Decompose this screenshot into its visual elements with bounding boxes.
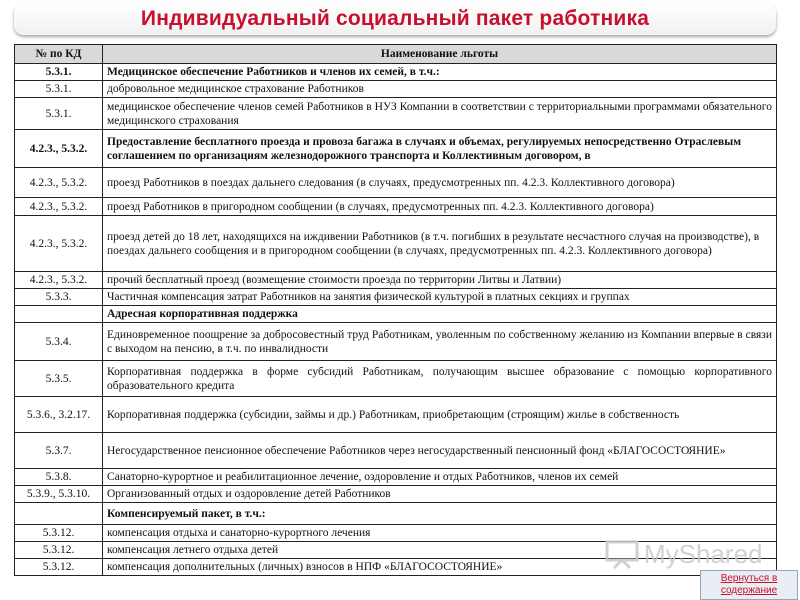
- row-number: [15, 503, 103, 525]
- back-to-contents-link[interactable]: Вернуться в содержание: [700, 570, 798, 600]
- row-text: медицинское обеспечение членов семей Работников в НУЗ Компании в соответствии с территориальными программами обязательного медицинского страхования: [103, 98, 777, 130]
- header-number: № по КД: [15, 45, 103, 64]
- row-text: проезд Работников в поездах дальнего следования (в случаях, предусмотренных пп. 4.2.3. Коллективного договора): [103, 168, 777, 198]
- row-number: 5.3.5.: [15, 361, 103, 397]
- section-title: Адресная корпоративная поддержка: [103, 306, 777, 323]
- row-text: компенсация дополнительных (личных) взносов в НПФ «БЛАГОСОСТОЯНИЕ»: [103, 559, 777, 576]
- row-text: Организованный отдых и оздоровление детей Работников: [103, 486, 777, 503]
- header-benefit-name: Наименование льготы: [103, 45, 777, 64]
- row-text: Медицинское обеспечение Работников и членов их семей, в т.ч.:: [103, 64, 777, 81]
- table-row: [15, 272, 777, 289]
- table-row: [15, 397, 777, 433]
- table-row: [15, 198, 777, 216]
- row-text: проезд детей до 18 лет, находящихся на иждивении Работников (в т.ч. погибших в результате несчастного случая на производстве), в поездах дальнего сообщения и в пригородном сообщении (в случаях, предусмотренных пп. 4.2.3. Коллективного договора): [103, 216, 777, 272]
- table-row: [15, 361, 777, 397]
- watermark-text: MyShared: [644, 538, 763, 569]
- table-row: [15, 323, 777, 361]
- row-text: Единовременное поощрение за добросовестный труд Работникам, уволенным по собственному желанию из Компании впервые в связи с выходом на пенсию, в т.ч. по инвалидности: [103, 323, 777, 361]
- table-row: [15, 130, 777, 168]
- row-number: 5.3.4.: [15, 323, 103, 361]
- table-row: [15, 81, 777, 98]
- section-title: Компенсируемый пакет, в т.ч.:: [103, 503, 777, 525]
- title-banner: [14, 3, 776, 35]
- row-number: 5.3.9., 5.3.10.: [15, 486, 103, 503]
- page-title: Индивидуальный социальный пакет работника: [140, 7, 650, 30]
- row-number: 4.2.3., 5.3.2.: [15, 130, 103, 168]
- row-number: 5.3.7.: [15, 433, 103, 469]
- section-row: [15, 306, 777, 323]
- row-text: Санаторно-курортное и реабилитационное лечение, оздоровление и отдых Работников, членов их семей: [103, 469, 777, 486]
- row-number: 5.3.8.: [15, 469, 103, 486]
- table-row: [15, 433, 777, 469]
- table-row: [15, 289, 777, 306]
- row-number: 5.3.12.: [15, 559, 103, 576]
- row-text: Предоставление бесплатного проезда и провоза багажа в случаях и объемах, регулируемых непосредственно Отраслевым соглашением по организациям железнодорожного транспорта и Коллективным договором, в: [103, 130, 777, 168]
- row-number: 4.2.3., 5.3.2.: [15, 216, 103, 272]
- table-row: [15, 216, 777, 272]
- row-number: 5.3.12.: [15, 525, 103, 542]
- row-text: добровольное медицинское страхование Работников: [103, 81, 777, 98]
- row-number: 4.2.3., 5.3.2.: [15, 198, 103, 216]
- row-number: 5.3.6., 3.2.17.: [15, 397, 103, 433]
- row-number: 5.3.12.: [15, 542, 103, 559]
- section-row: [15, 503, 777, 525]
- row-number: 5.3.3.: [15, 289, 103, 306]
- benefits-table-wrapper: [14, 44, 776, 576]
- row-text: компенсация летнего отдыха детей: [103, 542, 777, 559]
- presentation-board-icon: [604, 539, 640, 569]
- row-number: 5.3.1.: [15, 98, 103, 130]
- table-row: [15, 469, 777, 486]
- benefits-table: [14, 44, 777, 576]
- table-row: [15, 486, 777, 503]
- row-number: 5.3.1.: [15, 81, 103, 98]
- table-row: [15, 168, 777, 198]
- row-text: Частичная компенсация затрат Работников на занятия физической культурой в платных секциях и группах: [103, 289, 777, 306]
- row-number: [15, 306, 103, 323]
- row-text: Корпоративная поддержка в форме субсидий Работникам, получающим высшее образование с помощью корпоративного образовательного кредита: [103, 361, 777, 397]
- watermark: [604, 536, 776, 572]
- row-text: прочий бесплатный проезд (возмещение стоимости проезда по территории Литвы и Латвии): [103, 272, 777, 289]
- row-text: Корпоративная поддержка (субсидии, займы и др.) Работникам, приобретающим (строящим) жилье в собственность: [103, 397, 777, 433]
- row-number: 4.2.3., 5.3.2.: [15, 168, 103, 198]
- table-row: [15, 64, 777, 81]
- table-header-row: [15, 45, 777, 64]
- row-text: Негосударственное пенсионное обеспечение Работников через негосударственный пенсионный фонд «БЛАГОСОСТОЯНИЕ»: [103, 433, 777, 469]
- row-text: компенсация отдыха и санаторно-курортного лечения: [103, 525, 777, 542]
- row-text: проезд Работников в пригородном сообщении (в случаях, предусмотренных пп. 4.2.3. Коллективного договора): [103, 198, 777, 216]
- title-bar: [0, 0, 800, 40]
- table-row: [15, 98, 777, 130]
- row-number: 5.3.1.: [15, 64, 103, 81]
- row-number: 4.2.3., 5.3.2.: [15, 272, 103, 289]
